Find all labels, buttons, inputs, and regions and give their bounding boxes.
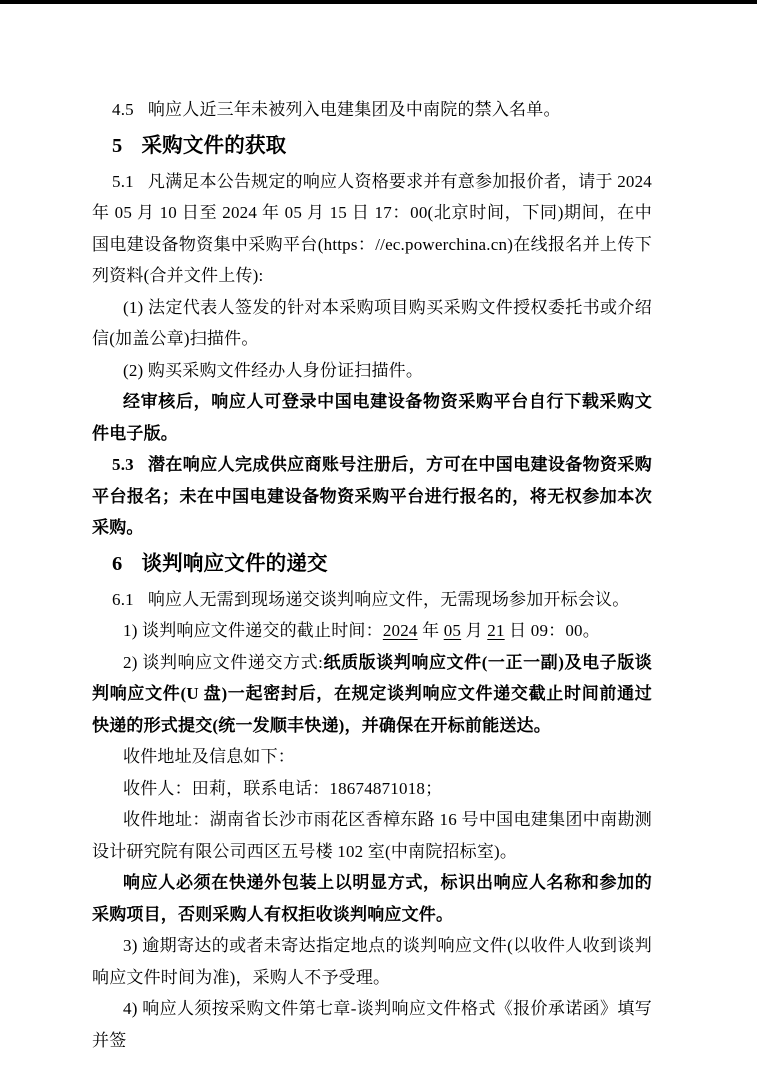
para-download-note-run: 经审核后，响应人可登录中国电建设备物资采购平台自行下载采购文件电子版。 xyxy=(92,392,652,443)
item-authorization-letter xyxy=(92,292,652,355)
clause-6-1-run: 6.1 xyxy=(112,589,134,609)
para-recipient-info-intro-run: 收件地址及信息如下： xyxy=(123,747,295,766)
section-5-heading xyxy=(92,126,652,166)
item-late-delivery xyxy=(92,930,652,993)
section-5-heading-run: 5 xyxy=(112,134,123,157)
item-submission-method xyxy=(92,647,652,742)
clause-5-1-run: 5.1 xyxy=(112,171,134,191)
section-6-heading xyxy=(92,544,652,584)
clause-5-3-run: 5.3 xyxy=(112,455,134,474)
item-late-delivery-run: 3) 逾期寄达的或者未寄达指定地点的谈判响应文件(以收件人收到谈判响应文件时间为准)，采购人不予受理。 xyxy=(92,936,652,987)
clause-5-3-run: 潜在响应人完成供应商账号注册后，方可在中国电建设备物资采购平台报名；未在中国电建设备物资采购平台进行报名的，将无权参加本次采购。 xyxy=(92,455,652,537)
section-6-heading-run: 谈判响应文件的递交 xyxy=(141,552,328,575)
item-submission-deadline xyxy=(92,615,652,647)
clause-6-1 xyxy=(92,584,652,616)
para-recipient-address-run: 收件地址：湖南省长沙市雨花区香樟东路 16 号中国电建集团中南勘测设计研究院有限公司西区五号楼 102 室(中南院招标室)。 xyxy=(92,810,652,861)
para-recipient-name-run: 收件人：田莉，联系电话：18674871018； xyxy=(123,778,443,798)
clause-4-5-run: 4.5 xyxy=(112,100,134,119)
item-submission-deadline-run: 日 09：00。 xyxy=(504,621,600,640)
section-5-heading-run: 采购文件的获取 xyxy=(141,134,287,157)
item-authorization-letter-run: (1) 法定代表人签发的针对本采购项目购买采购文件授权委托书或介绍信(加盖公章)扫描件。 xyxy=(92,297,652,348)
item-id-scan-run: (2) 购买采购文件经办人身份证扫描件。 xyxy=(123,360,424,380)
document-page xyxy=(0,4,757,1056)
clause-6-1-run: 响应人无需到现场递交谈判响应文件，无需现场参加开标会议。 xyxy=(147,589,630,609)
document-body xyxy=(92,94,652,1056)
item-submission-deadline-run: 年 xyxy=(417,621,444,640)
item-submission-method-run: 纸质版谈判响应文件(一正一副)及电子版谈判响应文件(U 盘)一起密封后，在规定谈判响应文件递交截止时间前通过快递的形式提交(统一发顺丰快递)，并确保在开标前能送达。 xyxy=(92,652,653,735)
para-recipient-address xyxy=(92,804,652,867)
clause-5-3 xyxy=(92,449,652,544)
item-submission-deadline-run: 05 xyxy=(443,621,462,640)
clause-4-5-run: 响应人近三年未被列入电建集团及中南院的禁入名单。 xyxy=(147,100,561,119)
para-recipient-info-intro xyxy=(92,741,652,773)
para-package-marking-run: 响应人必须在快递外包装上以明显方式，标识出响应人名称和参加的采购项目，否则采购人有权拒收谈判响应文件。 xyxy=(92,873,652,924)
clause-5-1-run: 凡满足本公告规定的响应人资格要求并有意参加报价者，请于 2024 年 05 月 10 日至 2024 年 05 月 15 日 17：00(北京时间，下同)期间，在中国电建设备物资集中采购平台(https：//ec.powerchina.cn)在线报名并上传下列资料(合并文件上传): xyxy=(92,171,652,285)
para-download-note xyxy=(92,386,652,449)
item-id-scan xyxy=(92,355,652,387)
item-submission-method-run: 2) 谈判响应文件递交方式: xyxy=(123,652,324,672)
para-recipient-name xyxy=(92,773,652,805)
clause-4-5 xyxy=(92,94,652,126)
item-submission-deadline-run: 月 xyxy=(461,621,488,640)
section-6-heading-run: 6 xyxy=(112,552,123,575)
para-package-marking xyxy=(92,867,652,930)
item-submission-deadline-run: 2024 xyxy=(382,621,418,640)
item-quotation-letter xyxy=(92,993,652,1056)
item-quotation-letter-run: 4) 响应人须按采购文件第七章-谈判响应文件格式《报价承诺函》填写并签 xyxy=(92,999,652,1050)
clause-5-1 xyxy=(92,166,652,292)
item-submission-deadline-run: 21 xyxy=(487,621,505,640)
item-submission-deadline-run: 1) 谈判响应文件递交的截止时间： xyxy=(123,621,383,640)
